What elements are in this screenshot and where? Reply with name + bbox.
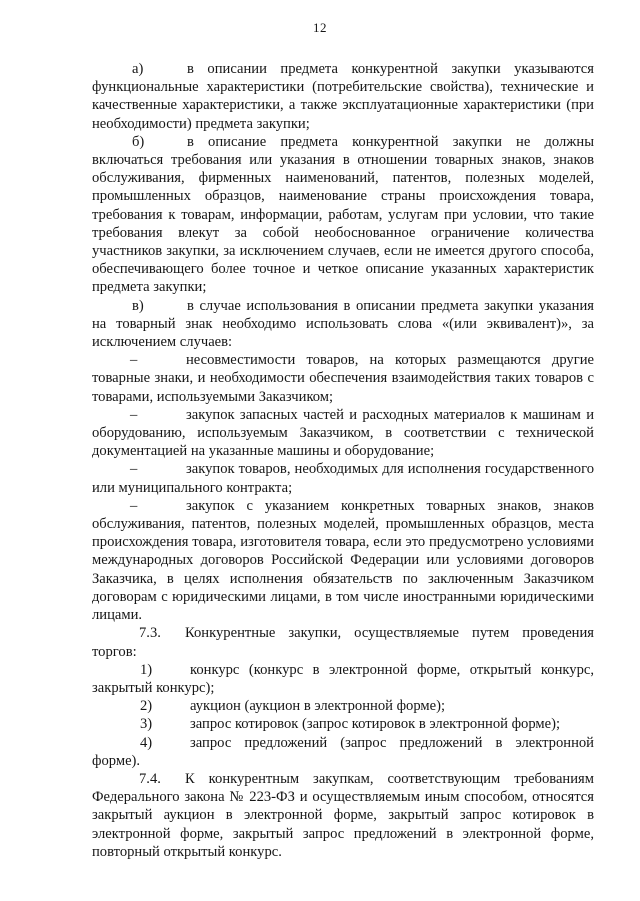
list-text-b: в описание предмета конкурентной закупки не должны включаться требования или указания в отношении товарных знаков, знаков обслуживания, фирменных наименований, патентов, полезных моделей, промышленных образцов, наименование страны происхождения товара, требования к товарам, информации, работам, услугам при условии, что такие требования влекут за собой необоснованное ограничение количества участников закупки, за исключением случаев, если не имеется другого способа, обеспечивающего более точное и четкое описание указанных характеристик предмета закупки; — [92, 133, 594, 296]
dash-item-1 — [92, 351, 594, 406]
dash-item-3 — [92, 460, 594, 496]
numbered-item-1 — [92, 661, 594, 697]
page-number: 12 — [313, 20, 327, 35]
dash-item-4 — [92, 497, 594, 624]
document-body — [92, 60, 594, 861]
dash-text-3: закупок товаров, необходимых для исполнения государственного или муниципального контракта; — [92, 461, 594, 496]
dash-marker-2: – — [130, 406, 138, 423]
dash-item-2 — [92, 406, 594, 461]
numbered-text-2: аукцион (аукцион в электронной форме); — [190, 698, 446, 715]
numbered-item-2 — [92, 697, 594, 715]
clause-marker-7-4: 7.4. — [139, 770, 161, 787]
dash-marker-4: – — [130, 497, 138, 514]
list-marker-v: в) — [132, 297, 144, 314]
numbered-item-4 — [92, 734, 594, 770]
clause-7-3 — [92, 624, 594, 660]
dash-text-2: закупок запасных частей и расходных материалов к машинам и оборудованию, используемым Заказчиком, в соответствии с технической документацией на указанные машины и оборудование; — [92, 406, 594, 460]
list-item-b — [92, 133, 594, 297]
list-item-a — [92, 60, 594, 133]
list-text-a: в описании предмета конкурентной закупки указываются функциональные характеристики (потребительские свойства), технические и качественные характеристики, а также эксплуатационные характеристики (при необходимости) предмета закупки; — [92, 61, 594, 132]
numbered-marker-3: 3) — [140, 716, 153, 733]
numbered-marker-2: 2) — [140, 698, 153, 715]
numbered-item-3 — [92, 715, 594, 733]
dash-marker-1: – — [130, 352, 138, 369]
clause-7-4 — [92, 770, 594, 861]
clause-text-7-3: Конкурентные закупки, осуществляемые путем проведения торгов: — [92, 625, 594, 660]
list-marker-a: а) — [132, 61, 144, 77]
numbered-text-4: запрос предложений (запрос предложений в электронной форме). — [92, 734, 594, 769]
dash-text-1: несовместимости товаров, на которых размещаются другие товарные знаки, и необходимости обеспечения взаимодействия таких товаров с товарами, используемыми Заказчиком; — [92, 352, 594, 405]
numbered-marker-4: 4) — [140, 734, 153, 751]
dash-text-4: закупок с указанием конкретных товарных знаков, знаков обслуживания, патентов, полезных моделей, промышленных образцов, места происхождения товара, изготовителя товара, если это предусмотрено условиями международных договоров Российской Федерации или условиями договоров Заказчика, в целях исполнения обязательств по заключенным Заказчиком договорам с юридическими лицами, в том числе иностранными юридическими лицами. — [92, 497, 594, 624]
list-text-v: в случае использования в описании предмета закупки указания на товарный знак необходимо использовать слова «(или эквивалент)», за исключением случаев: — [92, 297, 594, 351]
list-item-v — [92, 297, 594, 352]
list-marker-b: б) — [132, 133, 145, 150]
numbered-marker-1: 1) — [140, 661, 153, 678]
numbered-text-1: конкурс (конкурс в электронной форме, открытый конкурс, закрытый конкурс); — [92, 661, 594, 696]
clause-marker-7-3: 7.3. — [139, 625, 161, 642]
clause-text-7-4: К конкурентным закупкам, соответствующим требованиям Федерального закона № 223-ФЗ и осуществляемым иным способом, относятся закрытый аукцион в электронной форме, закрытый запрос котировок в электронной форме, закрытый запрос предложений в электронной форме, повторный открытый конкурс. — [92, 770, 594, 860]
dash-marker-3: – — [130, 461, 138, 478]
numbered-text-3: запрос котировок (запрос котировок в электронной форме); — [190, 716, 561, 733]
